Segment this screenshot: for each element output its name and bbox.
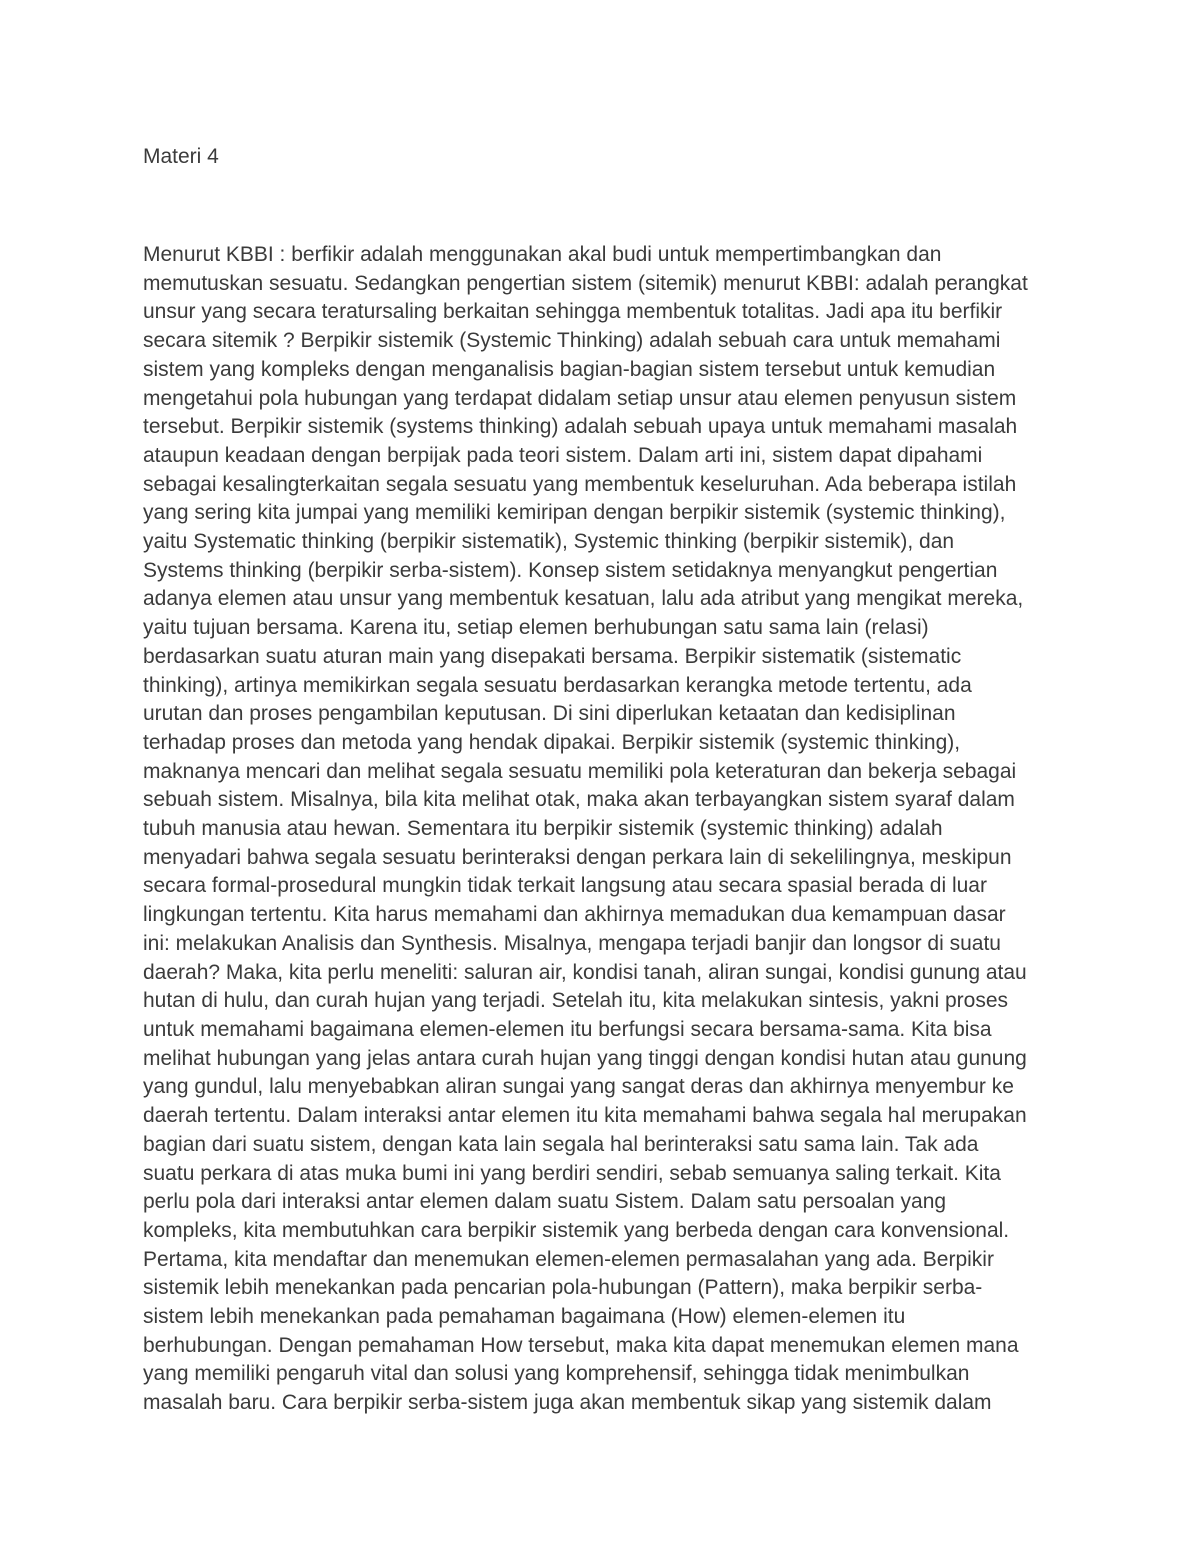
- body-text-line: memutuskan sesuatu. Sedangkan pengertian sistem (sitemik) menurut KBBI: adalah perangkat: [143, 271, 1028, 295]
- document-body: [143, 241, 1059, 1418]
- body-text-line: adanya elemen atau unsur yang membentuk kesatuan, lalu ada atribut yang mengikat mereka,: [143, 587, 1024, 611]
- body-text-line: suatu perkara di atas muka bumi ini yang berdiri sendiri, sebab semuanya saling terkait. Kita: [143, 1161, 1001, 1185]
- body-text-line: yaitu tujuan bersama. Karena itu, setiap elemen berhubungan satu sama lain (relasi): [143, 616, 929, 640]
- body-text-line: tersebut. Berpikir sistemik (systems thinking) adalah sebuah upaya untuk memahami masalah: [143, 415, 1018, 439]
- body-text-line: bagian dari suatu sistem, dengan kata lain segala hal berinteraksi satu sama lain. Tak ada: [143, 1132, 979, 1156]
- body-text-line: daerah? Maka, kita perlu meneliti: saluran air, kondisi tanah, aliran sungai, kondisi gunung atau: [143, 960, 1027, 984]
- document-title: Materi 4: [143, 145, 219, 168]
- body-text-line: maknanya mencari dan melihat segala sesuatu memiliki pola keteraturan dan bekerja sebagai: [143, 759, 1017, 783]
- body-text-line: berdasarkan suatu aturan main yang disepakati bersama. Berpikir sistematik (sistematic: [143, 644, 962, 668]
- body-text-line: Pertama, kita mendaftar dan menemukan elemen-elemen permasalahan yang ada. Berpikir: [143, 1247, 994, 1271]
- body-text-line: unsur yang secara teratursaling berkaitan sehingga membentuk totalitas. Jadi apa itu berfikir: [143, 300, 1003, 324]
- body-text-line: secara sitemik ? Berpikir sistemik (Systemic Thinking) adalah sebuah cara untuk memahami: [143, 329, 1001, 353]
- body-text-line: sistem yang kompleks dengan menganalisis bagian-bagian sistem tersebut untuk kemudian: [143, 357, 996, 381]
- body-text-line: perlu pola dari interaksi antar elemen dalam suatu Sistem. Dalam satu persoalan yang: [143, 1190, 947, 1214]
- body-text-line: Menurut KBBI : berfikir adalah menggunakan akal budi untuk mempertimbangkan dan: [143, 243, 942, 266]
- body-text-line: kompleks, kita membutuhkan cara berpikir sistemik yang berbeda dengan cara konvensional.: [143, 1218, 1010, 1242]
- body-text-line: yang gundul, lalu menyebabkan aliran sungai yang sangat deras dan akhirnya menyembur ke: [143, 1075, 1014, 1099]
- body-text-line: untuk memahami bagaimana elemen-elemen itu berfungsi secara bersama-sama. Kita bisa: [143, 1017, 992, 1041]
- body-text-line: menyadari bahwa segala sesuatu berinteraksi dengan perkara lain di sekelilingnya, meskipun: [143, 845, 1012, 869]
- body-text-line: sistemik lebih menekankan pada pencarian pola-hubungan (Pattern), maka berpikir serba-: [143, 1276, 983, 1300]
- body-text-line: lingkungan tertentu. Kita harus memahami dan akhirnya memadukan dua kemampuan dasar: [143, 903, 1006, 927]
- body-text-line: hutan di hulu, dan curah hujan yang terjadi. Setelah itu, kita melakukan sintesis, yakni proses: [143, 989, 1009, 1013]
- body-text-line: daerah tertentu. Dalam interaksi antar elemen itu kita memahami bahwa segala hal merupakan: [143, 1104, 1027, 1128]
- body-text-line: masalah baru. Cara berpikir serba-sistem juga akan membentuk sikap yang sistemik dalam: [143, 1391, 992, 1415]
- body-text-line: ini: melakukan Analisis dan Synthesis. Misalnya, mengapa terjadi banjir dan longsor di suatu: [143, 931, 1001, 955]
- body-text-line: Systems thinking (berpikir serba-sistem). Konsep sistem setidaknya menyangkut pengertian: [143, 558, 998, 582]
- body-text-line: sebuah sistem. Misalnya, bila kita melihat otak, maka akan terbayangkan sistem syaraf dalam: [143, 788, 1015, 812]
- body-text-line: yang sering kita jumpai yang memiliki kemiripan dengan berpikir sistemik (systemic thinking),: [143, 501, 1006, 525]
- body-text-line: thinking), artinya memikirkan segala sesuatu berdasarkan kerangka metode tertentu, ada: [143, 673, 972, 697]
- body-text-line: melihat hubungan yang jelas antara curah hujan yang tinggi dengan kondisi hutan atau gunung: [143, 1046, 1027, 1070]
- body-text-line: berhubungan. Dengan pemahaman How tersebut, maka kita dapat menemukan elemen mana: [143, 1333, 1019, 1357]
- body-text-line: secara formal-prosedural mungkin tidak terkait langsung atau secara spasial berada di luar: [143, 874, 987, 898]
- body-text-line: mengetahui pola hubungan yang terdapat didalam setiap unsur atau elemen penyusun sistem: [143, 386, 1017, 410]
- body-text-line: yaitu Systematic thinking (berpikir sistematik), Systemic thinking (berpikir sistemik), dan: [143, 530, 955, 554]
- body-text-line: tubuh manusia atau hewan. Sementara itu berpikir sistemik (systemic thinking) adalah: [143, 817, 943, 841]
- body-text-line: sistem lebih menekankan pada pemahaman bagaimana (How) elemen-elemen itu: [143, 1305, 906, 1329]
- body-text-line: urutan dan proses pengambilan keputusan. Di sini diperlukan ketaatan dan kedisiplinan: [143, 702, 956, 726]
- body-text-line: sebagai kesalingterkaitan segala sesuatu yang membentuk keseluruhan. Ada beberapa istilah: [143, 472, 1017, 496]
- body-text-line: yang memiliki pengaruh vital dan solusi yang komprehensif, sehingga tidak menimbulkan: [143, 1362, 970, 1386]
- body-text-line: terhadap proses dan metoda yang hendak dipakai. Berpikir sistemik (systemic thinking),: [143, 730, 961, 754]
- body-text-line: ataupun keadaan dengan berpijak pada teori sistem. Dalam arti ini, sistem dapat dipahami: [143, 443, 983, 467]
